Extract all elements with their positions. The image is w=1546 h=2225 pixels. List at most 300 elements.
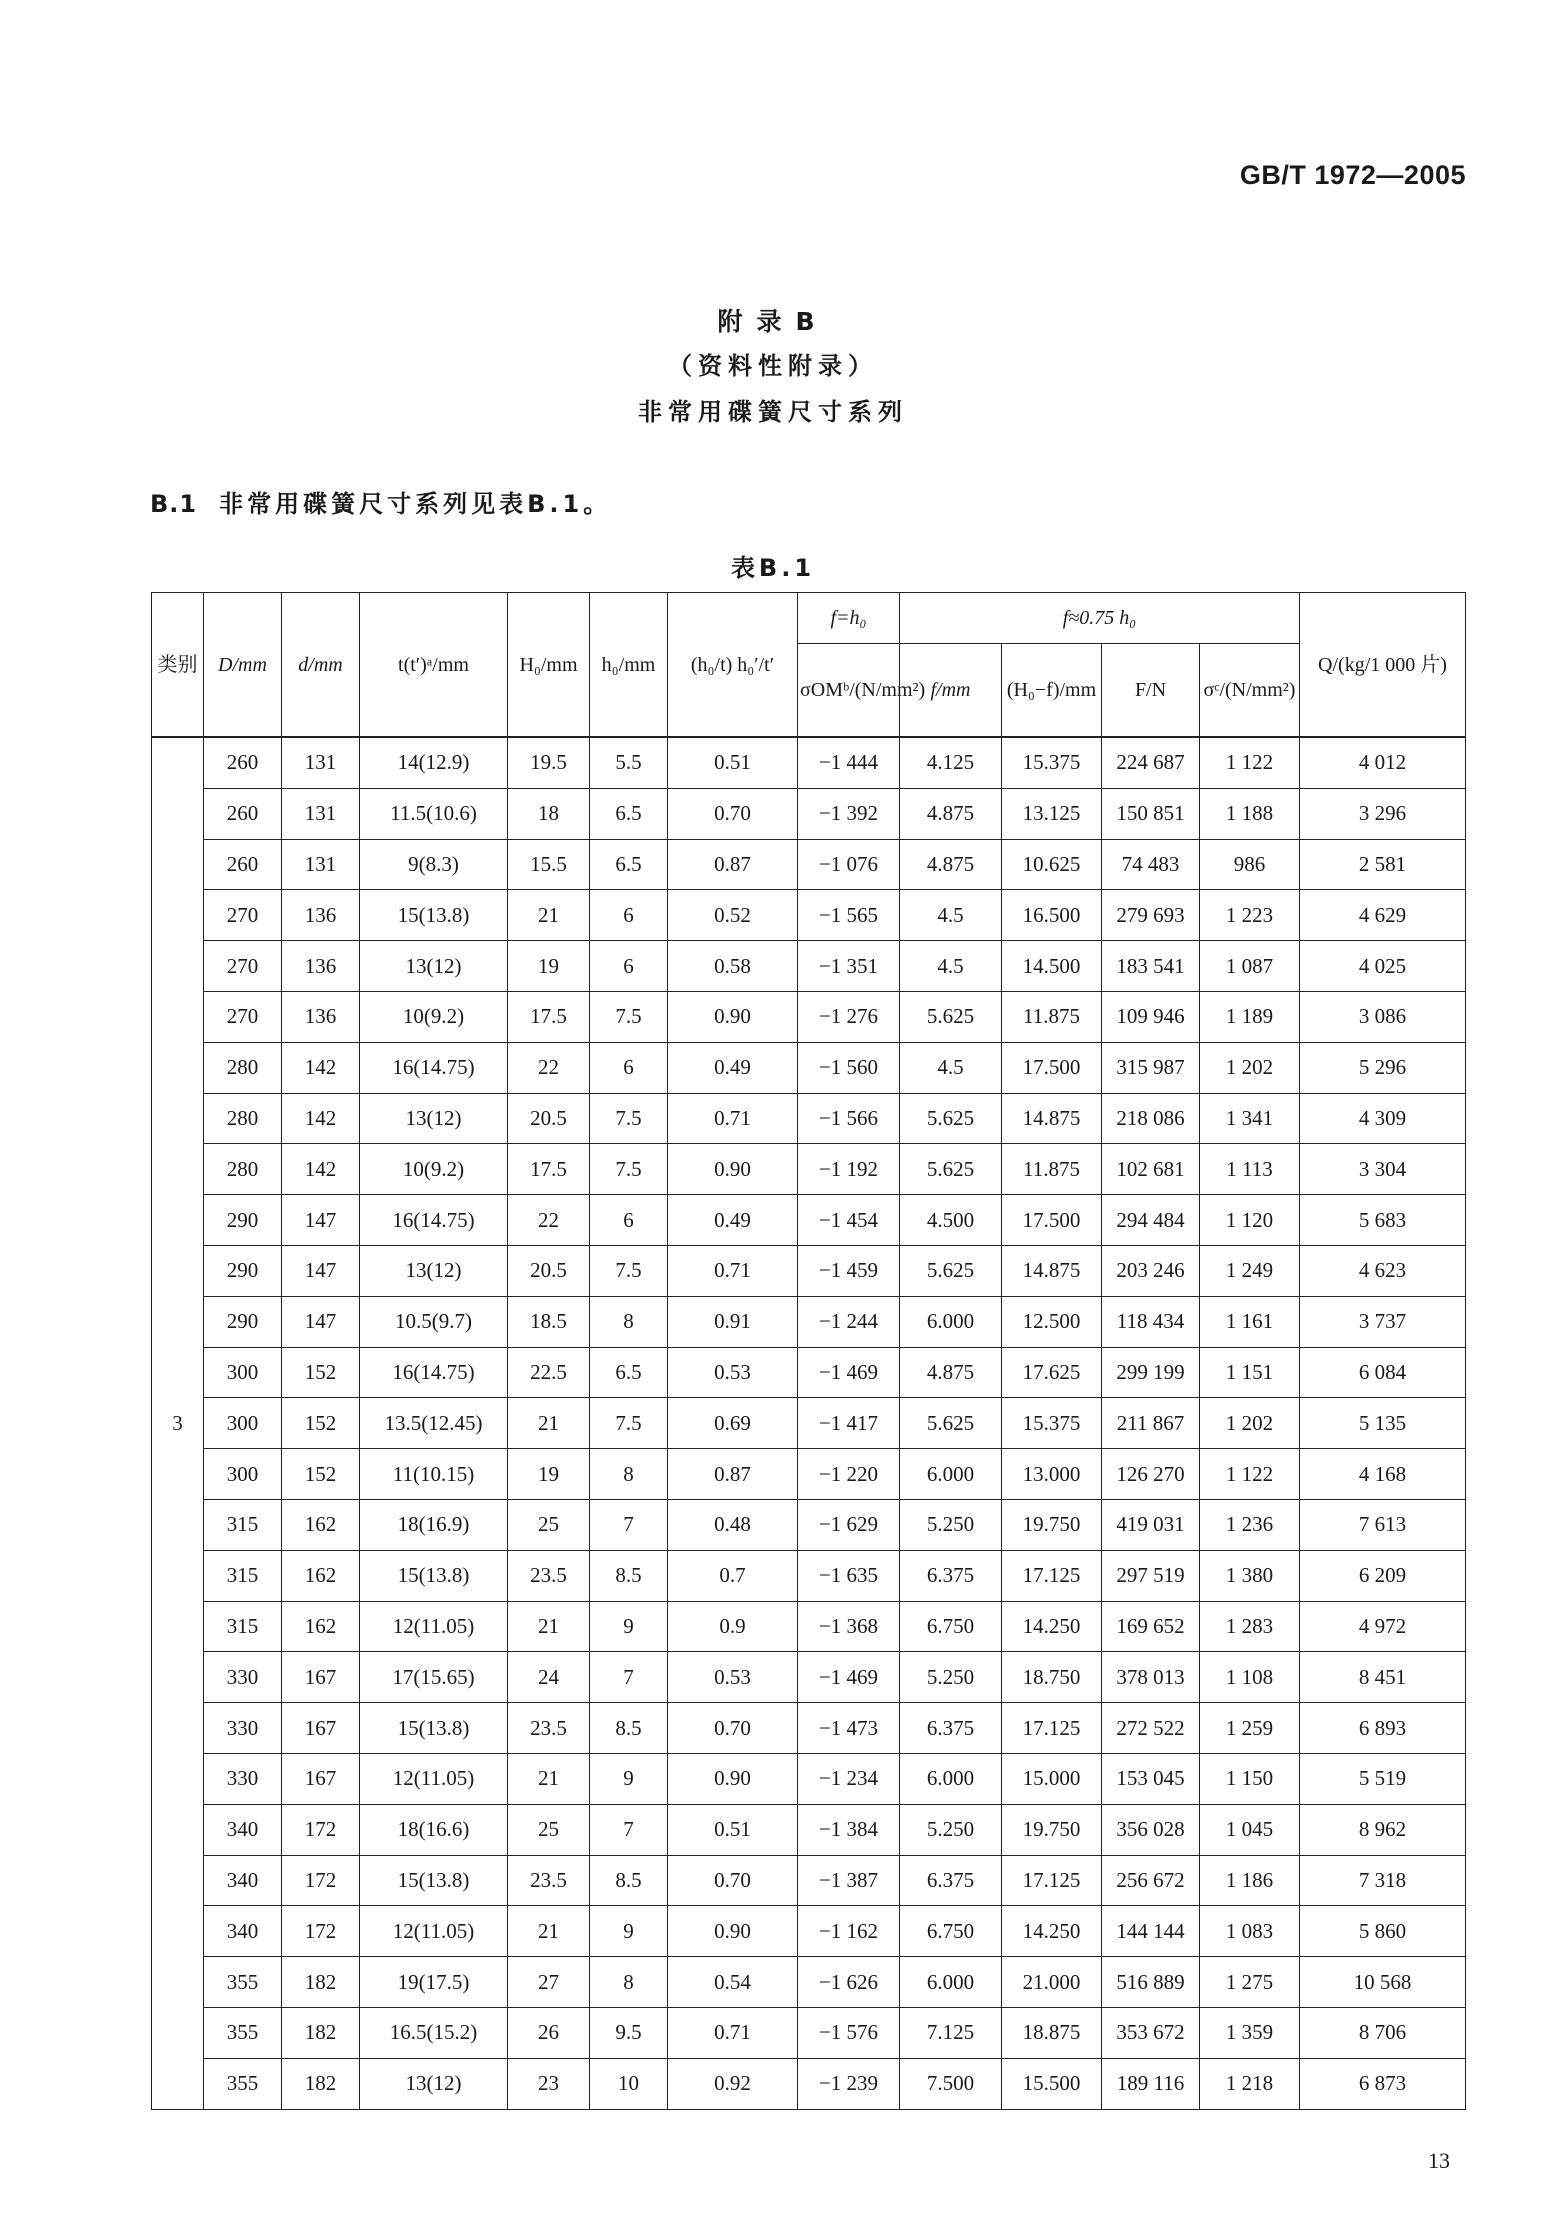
cell-cone-height: 8.5 xyxy=(590,1550,668,1601)
cell-ratio: 0.70 xyxy=(668,1855,798,1906)
cell-sigma-om: −1 384 xyxy=(798,1804,900,1855)
cell-free-height: 25 xyxy=(508,1499,590,1550)
cell-force: 144 144 xyxy=(1102,1906,1200,1957)
cell-ratio: 0.51 xyxy=(668,737,798,788)
cell-force: 203 246 xyxy=(1102,1245,1200,1296)
cell-d-outer: 260 xyxy=(204,788,282,839)
table-row xyxy=(152,1550,1466,1601)
cell-d-outer: 290 xyxy=(204,1245,282,1296)
cell-d-outer: 260 xyxy=(204,737,282,788)
cell-thickness: 15(13.8) xyxy=(360,1550,508,1601)
cell-mass: 8 706 xyxy=(1300,2007,1466,2058)
cell-d-outer: 280 xyxy=(204,1144,282,1195)
cell-cone-height: 9 xyxy=(590,1601,668,1652)
cell-mass: 2 581 xyxy=(1300,839,1466,890)
cell-d-outer: 290 xyxy=(204,1296,282,1347)
table-row xyxy=(152,839,1466,890)
cell-thickness: 13(12) xyxy=(360,1245,508,1296)
cell-deflection: 4.5 xyxy=(900,890,1002,941)
cell-d-inner: 167 xyxy=(282,1753,360,1804)
cell-ratio: 0.87 xyxy=(668,839,798,890)
cell-height-minus-f: 19.750 xyxy=(1002,1804,1102,1855)
cell-ratio: 0.70 xyxy=(668,788,798,839)
cell-sigma-om: −1 351 xyxy=(798,941,900,992)
cell-cone-height: 8.5 xyxy=(590,1855,668,1906)
cell-mass: 8 962 xyxy=(1300,1804,1466,1855)
cell-deflection: 6.750 xyxy=(900,1601,1002,1652)
cell-sigma-om: −1 469 xyxy=(798,1652,900,1703)
cell-sigma: 1 283 xyxy=(1200,1601,1300,1652)
table-row xyxy=(152,1906,1466,1957)
cell-force: 315 987 xyxy=(1102,1042,1200,1093)
cell-thickness: 14(12.9) xyxy=(360,737,508,788)
cell-free-height: 19 xyxy=(508,1449,590,1500)
cell-d-outer: 290 xyxy=(204,1195,282,1246)
cell-cone-height: 8 xyxy=(590,1957,668,2008)
cell-sigma: 1 122 xyxy=(1200,737,1300,788)
cell-free-height: 17.5 xyxy=(508,1144,590,1195)
cell-height-minus-f: 14.875 xyxy=(1002,1093,1102,1144)
cell-d-inner: 142 xyxy=(282,1093,360,1144)
cell-force: 153 045 xyxy=(1102,1753,1200,1804)
cell-d-inner: 162 xyxy=(282,1499,360,1550)
cell-deflection: 7.500 xyxy=(900,2058,1002,2109)
cell-height-minus-f: 15.000 xyxy=(1002,1753,1102,1804)
cell-deflection: 6.375 xyxy=(900,1855,1002,1906)
cell-height-minus-f: 12.500 xyxy=(1002,1296,1102,1347)
cell-height-minus-f: 13.125 xyxy=(1002,788,1102,839)
cell-sigma-om: −1 276 xyxy=(798,991,900,1042)
table-row xyxy=(152,1703,1466,1754)
cell-thickness: 16(14.75) xyxy=(360,1347,508,1398)
cell-free-height: 20.5 xyxy=(508,1093,590,1144)
cell-d-inner: 147 xyxy=(282,1245,360,1296)
cell-force: 353 672 xyxy=(1102,2007,1200,2058)
cell-d-inner: 142 xyxy=(282,1144,360,1195)
cell-sigma-om: −1 566 xyxy=(798,1093,900,1144)
cell-free-height: 25 xyxy=(508,1804,590,1855)
cell-cone-height: 9 xyxy=(590,1906,668,1957)
cell-d-inner: 162 xyxy=(282,1601,360,1652)
cell-thickness: 18(16.6) xyxy=(360,1804,508,1855)
cell-height-minus-f: 14.250 xyxy=(1002,1906,1102,1957)
cell-d-outer: 280 xyxy=(204,1042,282,1093)
cell-sigma-om: −1 076 xyxy=(798,839,900,890)
cell-force: 294 484 xyxy=(1102,1195,1200,1246)
cell-sigma-om: −1 417 xyxy=(798,1398,900,1449)
cell-cone-height: 7.5 xyxy=(590,1398,668,1449)
cell-d-inner: 182 xyxy=(282,1957,360,2008)
cell-free-height: 20.5 xyxy=(508,1245,590,1296)
cell-height-minus-f: 15.375 xyxy=(1002,1398,1102,1449)
cell-ratio: 0.54 xyxy=(668,1957,798,2008)
cell-thickness: 12(11.05) xyxy=(360,1906,508,1957)
category-cell: 3 xyxy=(152,737,204,2109)
cell-d-inner: 136 xyxy=(282,890,360,941)
header-d-outer: D/mm xyxy=(204,593,282,738)
cell-sigma: 1 188 xyxy=(1200,788,1300,839)
cell-height-minus-f: 19.750 xyxy=(1002,1499,1102,1550)
cell-mass: 6 209 xyxy=(1300,1550,1466,1601)
cell-sigma: 1 113 xyxy=(1200,1144,1300,1195)
cell-thickness: 17(15.65) xyxy=(360,1652,508,1703)
cell-free-height: 21 xyxy=(508,1398,590,1449)
cell-cone-height: 6.5 xyxy=(590,1347,668,1398)
table-row xyxy=(152,1957,1466,2008)
table-row xyxy=(152,941,1466,992)
cell-mass: 3 737 xyxy=(1300,1296,1466,1347)
cell-cone-height: 6 xyxy=(590,1042,668,1093)
cell-force: 279 693 xyxy=(1102,890,1200,941)
cell-mass: 5 519 xyxy=(1300,1753,1466,1804)
cell-free-height: 21 xyxy=(508,890,590,941)
cell-deflection: 6.000 xyxy=(900,1957,1002,2008)
cell-free-height: 17.5 xyxy=(508,991,590,1042)
cell-d-inner: 167 xyxy=(282,1703,360,1754)
cell-thickness: 10(9.2) xyxy=(360,991,508,1042)
cell-cone-height: 6 xyxy=(590,890,668,941)
cell-d-inner: 182 xyxy=(282,2058,360,2109)
cell-cone-height: 7.5 xyxy=(590,1245,668,1296)
cell-sigma: 986 xyxy=(1200,839,1300,890)
cell-d-inner: 131 xyxy=(282,788,360,839)
cell-d-outer: 315 xyxy=(204,1550,282,1601)
cell-sigma-om: −1 469 xyxy=(798,1347,900,1398)
cell-ratio: 0.52 xyxy=(668,890,798,941)
cell-thickness: 15(13.8) xyxy=(360,890,508,941)
cell-mass: 5 296 xyxy=(1300,1042,1466,1093)
cell-d-outer: 260 xyxy=(204,839,282,890)
cell-free-height: 18.5 xyxy=(508,1296,590,1347)
table-row xyxy=(152,737,1466,788)
cell-free-height: 18 xyxy=(508,788,590,839)
cell-ratio: 0.9 xyxy=(668,1601,798,1652)
cell-cone-height: 9.5 xyxy=(590,2007,668,2058)
cell-height-minus-f: 14.250 xyxy=(1002,1601,1102,1652)
cell-ratio: 0.90 xyxy=(668,1753,798,1804)
cell-d-inner: 131 xyxy=(282,839,360,890)
cell-sigma: 1 045 xyxy=(1200,1804,1300,1855)
cell-height-minus-f: 11.875 xyxy=(1002,991,1102,1042)
cell-mass: 4 623 xyxy=(1300,1245,1466,1296)
cell-ratio: 0.69 xyxy=(668,1398,798,1449)
cell-d-inner: 131 xyxy=(282,737,360,788)
cell-mass: 5 683 xyxy=(1300,1195,1466,1246)
cell-force: 102 681 xyxy=(1102,1144,1200,1195)
cell-thickness: 10(9.2) xyxy=(360,1144,508,1195)
cell-height-minus-f: 16.500 xyxy=(1002,890,1102,941)
table-row xyxy=(152,1195,1466,1246)
cell-sigma: 1 223 xyxy=(1200,890,1300,941)
cell-d-outer: 270 xyxy=(204,991,282,1042)
cell-cone-height: 8 xyxy=(590,1449,668,1500)
cell-ratio: 0.58 xyxy=(668,941,798,992)
cell-thickness: 13(12) xyxy=(360,2058,508,2109)
cell-height-minus-f: 17.500 xyxy=(1002,1042,1102,1093)
cell-force: 356 028 xyxy=(1102,1804,1200,1855)
cell-thickness: 16(14.75) xyxy=(360,1042,508,1093)
cell-d-inner: 136 xyxy=(282,991,360,1042)
cell-d-outer: 340 xyxy=(204,1855,282,1906)
cell-height-minus-f: 18.750 xyxy=(1002,1652,1102,1703)
cell-cone-height: 7 xyxy=(590,1804,668,1855)
cell-sigma-om: −1 239 xyxy=(798,2058,900,2109)
cell-cone-height: 5.5 xyxy=(590,737,668,788)
cell-thickness: 16(14.75) xyxy=(360,1195,508,1246)
cell-mass: 4 629 xyxy=(1300,890,1466,941)
cell-d-inner: 167 xyxy=(282,1652,360,1703)
cell-free-height: 27 xyxy=(508,1957,590,2008)
cell-deflection: 6.375 xyxy=(900,1550,1002,1601)
cell-thickness: 15(13.8) xyxy=(360,1855,508,1906)
cell-thickness: 12(11.05) xyxy=(360,1601,508,1652)
cell-d-outer: 270 xyxy=(204,890,282,941)
cell-deflection: 4.500 xyxy=(900,1195,1002,1246)
cell-force: 224 687 xyxy=(1102,737,1200,788)
cell-sigma-om: −1 576 xyxy=(798,2007,900,2058)
cell-force: 299 199 xyxy=(1102,1347,1200,1398)
cell-force: 118 434 xyxy=(1102,1296,1200,1347)
cell-d-outer: 330 xyxy=(204,1753,282,1804)
table-title: 表B.1 xyxy=(730,554,816,582)
cell-d-inner: 152 xyxy=(282,1398,360,1449)
cell-sigma: 1 202 xyxy=(1200,1042,1300,1093)
cell-height-minus-f: 17.625 xyxy=(1002,1347,1102,1398)
table-row xyxy=(152,991,1466,1042)
cell-thickness: 16.5(15.2) xyxy=(360,2007,508,2058)
cell-deflection: 6.000 xyxy=(900,1449,1002,1500)
cell-force: 189 116 xyxy=(1102,2058,1200,2109)
standard-code: GB/T 1972—2005 xyxy=(1239,160,1466,190)
cell-d-inner: 172 xyxy=(282,1855,360,1906)
cell-sigma-om: −1 473 xyxy=(798,1703,900,1754)
header-ratio: (h₀/t) h₀′/t′ xyxy=(668,593,798,738)
table-row xyxy=(152,1449,1466,1500)
cell-d-inner: 147 xyxy=(282,1296,360,1347)
table-row xyxy=(152,788,1466,839)
header-d-inner: d/mm xyxy=(282,593,360,738)
cell-d-outer: 340 xyxy=(204,1906,282,1957)
cell-deflection: 5.625 xyxy=(900,1144,1002,1195)
cell-force: 256 672 xyxy=(1102,1855,1200,1906)
cell-thickness: 19(17.5) xyxy=(360,1957,508,2008)
cell-ratio: 0.92 xyxy=(668,2058,798,2109)
cell-free-height: 21 xyxy=(508,1601,590,1652)
cell-deflection: 5.250 xyxy=(900,1499,1002,1550)
page-number: 13 xyxy=(1428,2148,1450,2173)
cell-d-inner: 136 xyxy=(282,941,360,992)
cell-d-inner: 182 xyxy=(282,2007,360,2058)
cell-sigma: 1 259 xyxy=(1200,1703,1300,1754)
cell-thickness: 13(12) xyxy=(360,941,508,992)
cell-height-minus-f: 17.125 xyxy=(1002,1855,1102,1906)
cell-sigma: 1 122 xyxy=(1200,1449,1300,1500)
cell-deflection: 5.625 xyxy=(900,1093,1002,1144)
table-row xyxy=(152,1296,1466,1347)
cell-sigma-om: −1 244 xyxy=(798,1296,900,1347)
cell-deflection: 4.875 xyxy=(900,788,1002,839)
cell-free-height: 21 xyxy=(508,1753,590,1804)
cell-ratio: 0.71 xyxy=(668,1093,798,1144)
annex-subject: 非常用碟簧尺寸系列 xyxy=(638,398,908,426)
table-row xyxy=(152,1144,1466,1195)
cell-cone-height: 7.5 xyxy=(590,1144,668,1195)
cell-ratio: 0.53 xyxy=(668,1652,798,1703)
cell-sigma-om: −1 392 xyxy=(798,788,900,839)
table-row xyxy=(152,1093,1466,1144)
table-row xyxy=(152,890,1466,941)
cell-force: 109 946 xyxy=(1102,991,1200,1042)
table-body xyxy=(152,737,1466,2109)
table-row xyxy=(152,1398,1466,1449)
cell-deflection: 4.875 xyxy=(900,1347,1002,1398)
cell-force: 378 013 xyxy=(1102,1652,1200,1703)
cell-sigma: 1 236 xyxy=(1200,1499,1300,1550)
header-thickness: t(t′)ᵃ/mm xyxy=(360,593,508,738)
cell-height-minus-f: 14.875 xyxy=(1002,1245,1102,1296)
cell-d-inner: 172 xyxy=(282,1906,360,1957)
cell-mass: 4 168 xyxy=(1300,1449,1466,1500)
table-row xyxy=(152,1804,1466,1855)
cell-deflection: 6.750 xyxy=(900,1906,1002,1957)
table-row xyxy=(152,1601,1466,1652)
cell-height-minus-f: 10.625 xyxy=(1002,839,1102,890)
cell-deflection: 4.5 xyxy=(900,941,1002,992)
cell-height-minus-f: 13.000 xyxy=(1002,1449,1102,1500)
cell-thickness: 18(16.9) xyxy=(360,1499,508,1550)
header-sigma-om: σOMᵇ/(N/mm²) xyxy=(798,644,900,738)
cell-force: 150 851 xyxy=(1102,788,1200,839)
cell-d-inner: 162 xyxy=(282,1550,360,1601)
header-force: F/N xyxy=(1102,644,1200,738)
cell-cone-height: 10 xyxy=(590,2058,668,2109)
cell-sigma: 1 151 xyxy=(1200,1347,1300,1398)
cell-mass: 4 025 xyxy=(1300,941,1466,992)
cell-free-height: 23 xyxy=(508,2058,590,2109)
cell-force: 211 867 xyxy=(1102,1398,1200,1449)
header-cone-height: h₀/mm xyxy=(590,593,668,738)
cell-sigma: 1 275 xyxy=(1200,1957,1300,2008)
cell-mass: 8 451 xyxy=(1300,1652,1466,1703)
cell-sigma: 1 186 xyxy=(1200,1855,1300,1906)
header-group-f-075: f≈0.75 h₀ xyxy=(900,593,1300,644)
cell-deflection: 4.875 xyxy=(900,839,1002,890)
cell-force: 169 652 xyxy=(1102,1601,1200,1652)
cell-free-height: 26 xyxy=(508,2007,590,2058)
clause-number: B.1 xyxy=(150,490,198,518)
cell-height-minus-f: 17.125 xyxy=(1002,1550,1102,1601)
cell-mass: 6 084 xyxy=(1300,1347,1466,1398)
cell-sigma-om: −1 560 xyxy=(798,1042,900,1093)
cell-sigma: 1 189 xyxy=(1200,991,1300,1042)
cell-sigma-om: −1 565 xyxy=(798,890,900,941)
cell-d-outer: 280 xyxy=(204,1093,282,1144)
cell-free-height: 15.5 xyxy=(508,839,590,890)
cell-d-outer: 300 xyxy=(204,1347,282,1398)
cell-ratio: 0.70 xyxy=(668,1703,798,1754)
cell-sigma-om: −1 444 xyxy=(798,737,900,788)
cell-mass: 3 296 xyxy=(1300,788,1466,839)
cell-cone-height: 7 xyxy=(590,1652,668,1703)
header-category: 类别 xyxy=(152,593,204,738)
cell-height-minus-f: 14.500 xyxy=(1002,941,1102,992)
table-row xyxy=(152,1042,1466,1093)
clause-text: 非常用碟簧尺寸系列见表B.1。 xyxy=(219,490,612,518)
cell-mass: 4 309 xyxy=(1300,1093,1466,1144)
cell-ratio: 0.90 xyxy=(668,1144,798,1195)
header-mass: Q/(kg/1 000 片) xyxy=(1300,593,1466,738)
cell-deflection: 5.625 xyxy=(900,1245,1002,1296)
annex-nature: （资料性附录） xyxy=(668,352,878,380)
cell-ratio: 0.90 xyxy=(668,1906,798,1957)
cell-sigma: 1 359 xyxy=(1200,2007,1300,2058)
cell-cone-height: 6 xyxy=(590,941,668,992)
cell-force: 183 541 xyxy=(1102,941,1200,992)
cell-d-outer: 330 xyxy=(204,1652,282,1703)
header-sigma: σᶜ/(N/mm²) xyxy=(1200,644,1300,738)
cell-deflection: 5.625 xyxy=(900,1398,1002,1449)
cell-ratio: 0.49 xyxy=(668,1195,798,1246)
cell-mass: 3 304 xyxy=(1300,1144,1466,1195)
table-row xyxy=(152,2058,1466,2109)
cell-deflection: 6.000 xyxy=(900,1753,1002,1804)
cell-sigma: 1 341 xyxy=(1200,1093,1300,1144)
cell-sigma-om: −1 635 xyxy=(798,1550,900,1601)
cell-thickness: 9(8.3) xyxy=(360,839,508,890)
cell-cone-height: 7 xyxy=(590,1499,668,1550)
cell-mass: 10 568 xyxy=(1300,1957,1466,2008)
cell-cone-height: 6.5 xyxy=(590,788,668,839)
cell-sigma: 1 202 xyxy=(1200,1398,1300,1449)
cell-height-minus-f: 21.000 xyxy=(1002,1957,1102,2008)
cell-height-minus-f: 15.375 xyxy=(1002,737,1102,788)
cell-height-minus-f: 15.500 xyxy=(1002,2058,1102,2109)
cell-mass: 7 613 xyxy=(1300,1499,1466,1550)
cell-free-height: 23.5 xyxy=(508,1855,590,1906)
cell-d-inner: 147 xyxy=(282,1195,360,1246)
cell-d-outer: 355 xyxy=(204,2007,282,2058)
cell-thickness: 11(10.15) xyxy=(360,1449,508,1500)
cell-ratio: 0.71 xyxy=(668,1245,798,1296)
cell-ratio: 0.87 xyxy=(668,1449,798,1500)
cell-force: 218 086 xyxy=(1102,1093,1200,1144)
cell-height-minus-f: 17.500 xyxy=(1002,1195,1102,1246)
cell-ratio: 0.91 xyxy=(668,1296,798,1347)
cell-mass: 5 860 xyxy=(1300,1906,1466,1957)
cell-d-outer: 270 xyxy=(204,941,282,992)
cell-free-height: 19.5 xyxy=(508,737,590,788)
cell-d-outer: 300 xyxy=(204,1398,282,1449)
cell-sigma-om: −1 629 xyxy=(798,1499,900,1550)
cell-sigma-om: −1 192 xyxy=(798,1144,900,1195)
cell-d-outer: 355 xyxy=(204,2058,282,2109)
cell-d-outer: 355 xyxy=(204,1957,282,2008)
header-height-minus-f: (H₀−f)/mm xyxy=(1002,644,1102,738)
cell-cone-height: 6.5 xyxy=(590,839,668,890)
cell-d-outer: 340 xyxy=(204,1804,282,1855)
cell-sigma: 1 108 xyxy=(1200,1652,1300,1703)
cell-thickness: 12(11.05) xyxy=(360,1753,508,1804)
cell-thickness: 15(13.8) xyxy=(360,1703,508,1754)
cell-sigma-om: −1 387 xyxy=(798,1855,900,1906)
cell-mass: 6 893 xyxy=(1300,1703,1466,1754)
table-row xyxy=(152,1753,1466,1804)
cell-thickness: 10.5(9.7) xyxy=(360,1296,508,1347)
cell-sigma: 1 120 xyxy=(1200,1195,1300,1246)
cell-mass: 6 873 xyxy=(1300,2058,1466,2109)
cell-cone-height: 8.5 xyxy=(590,1703,668,1754)
table-row xyxy=(152,1855,1466,1906)
